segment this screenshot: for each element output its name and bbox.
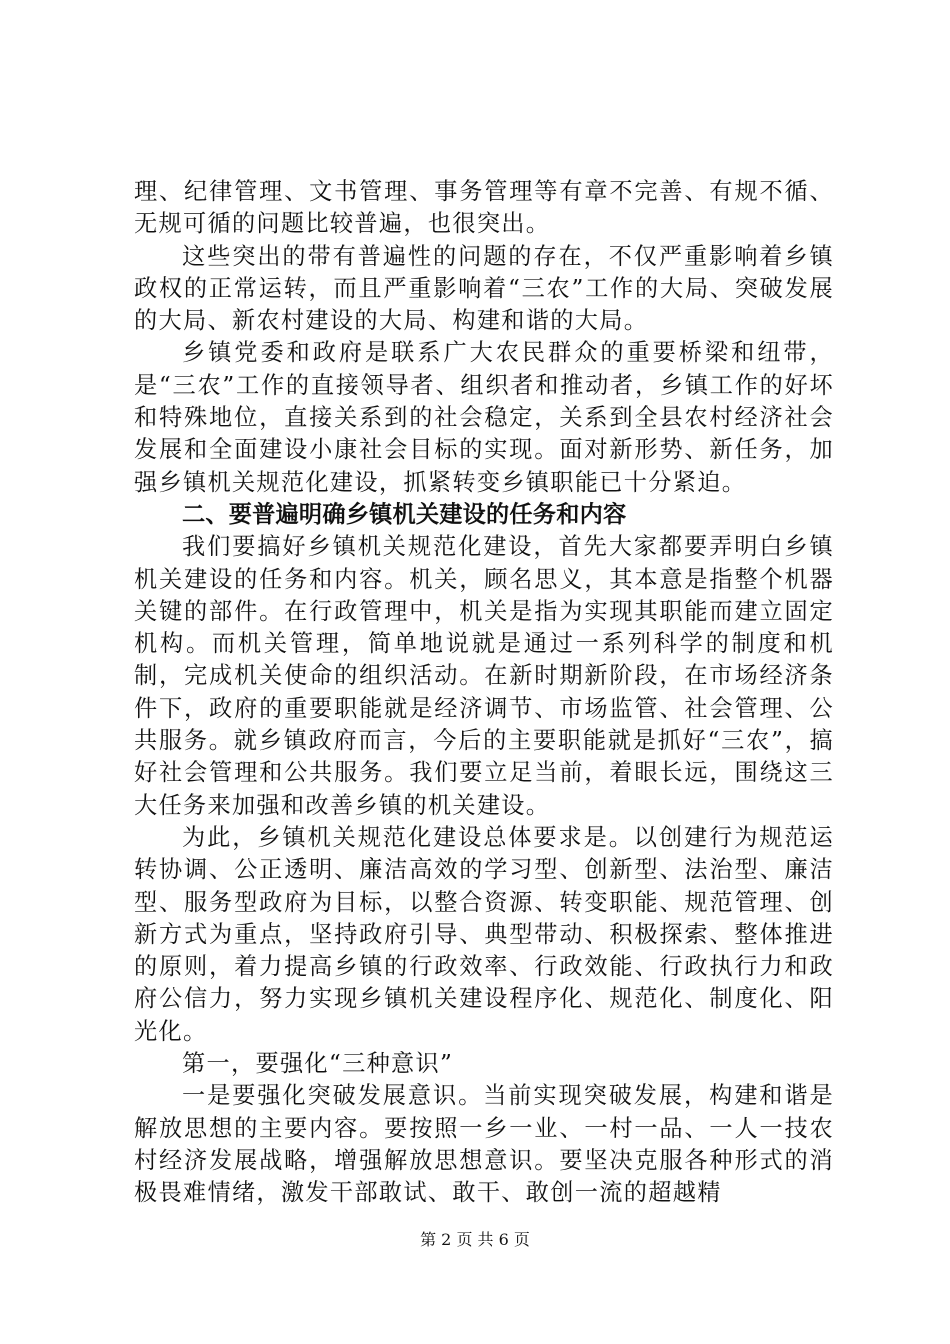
paragraph: 为此，乡镇机关规范化建设总体要求是。以创建行为规范运转协调、公正透明、廉洁高效的学习型、创新型、法治型、廉洁型、服务型政府为目标，以整合资源、转变职能、规范管理、创新方式为重点，坚持政府引导、典型带动、积极探索、整体推进的原则，着力提高乡镇的行政效率、行政效能、行政执行力和政府公信力，努力实现乡镇机关建设程序化、规范化、制度化、阳光化。 bbox=[134, 823, 834, 1045]
paragraph: 我们要搞好乡镇机关规范化建设，首先大家都要弄明白乡镇机关建设的任务和内容。机关，顾名思义，其本意是指整个机器关键的部件。在行政管理中，机关是指为实现其职能而建立固定机构。而机关管理，简单地说就是通过一系列科学的制度和机制，完成机关使命的组织活动。在新时期新阶段，在市场经济条件下，政府的重要职能就是经济调节、市场监管、社会管理、公共服务。就乡镇政府而言，今后的主要职能就是抓好“三农”，搞好社会管理和公共服务。我们要立足当前，着眼长远，围绕这三大任务来加强和改善乡镇的机关建设。 bbox=[134, 533, 834, 819]
paragraph: 乡镇党委和政府是联系广大农民群众的重要桥梁和纽带，是“三农”工作的直接领导者、组织者和推动者，乡镇工作的好坏和特殊地位，直接关系到的社会稳定，关系到全县农村经济社会发展和全面建设小康社会目标的实现。面对新形势、新任务，加强乡镇机关规范化建设，抓紧转变乡镇职能已十分紧迫。 bbox=[134, 339, 834, 496]
paragraph: 这些突出的带有普遍性的问题的存在，不仅严重影响着乡镇政权的正常运转，而且严重影响着“三农”工作的大局、突破发展的大局、新农村建设的大局、构建和谐的大局。 bbox=[134, 242, 834, 335]
subsection-heading: 第一，要强化“三种意识” bbox=[182, 1050, 454, 1078]
section-heading: 二、要普遍明确乡镇机关建设的任务和内容 bbox=[182, 500, 627, 528]
page-footer: 第 2 页 共 6 页 bbox=[420, 1230, 530, 1249]
paragraph-continuation: 理、纪律管理、文书管理、事务管理等有章不完善、有规不循、无规可循的问题比较普遍，也很突出。 bbox=[134, 178, 834, 238]
document-body bbox=[134, 176, 834, 1210]
paragraph: 一是要强化突破发展意识。当前实现突破发展，构建和谐是解放思想的主要内容。要按照一乡一业、一村一品、一人一技农村经济发展战略，增强解放思想意识。要坚决克服各种形式的消极畏难情绪，激发干部敢试、敢干、敢创一流的超越精 bbox=[134, 1082, 834, 1207]
